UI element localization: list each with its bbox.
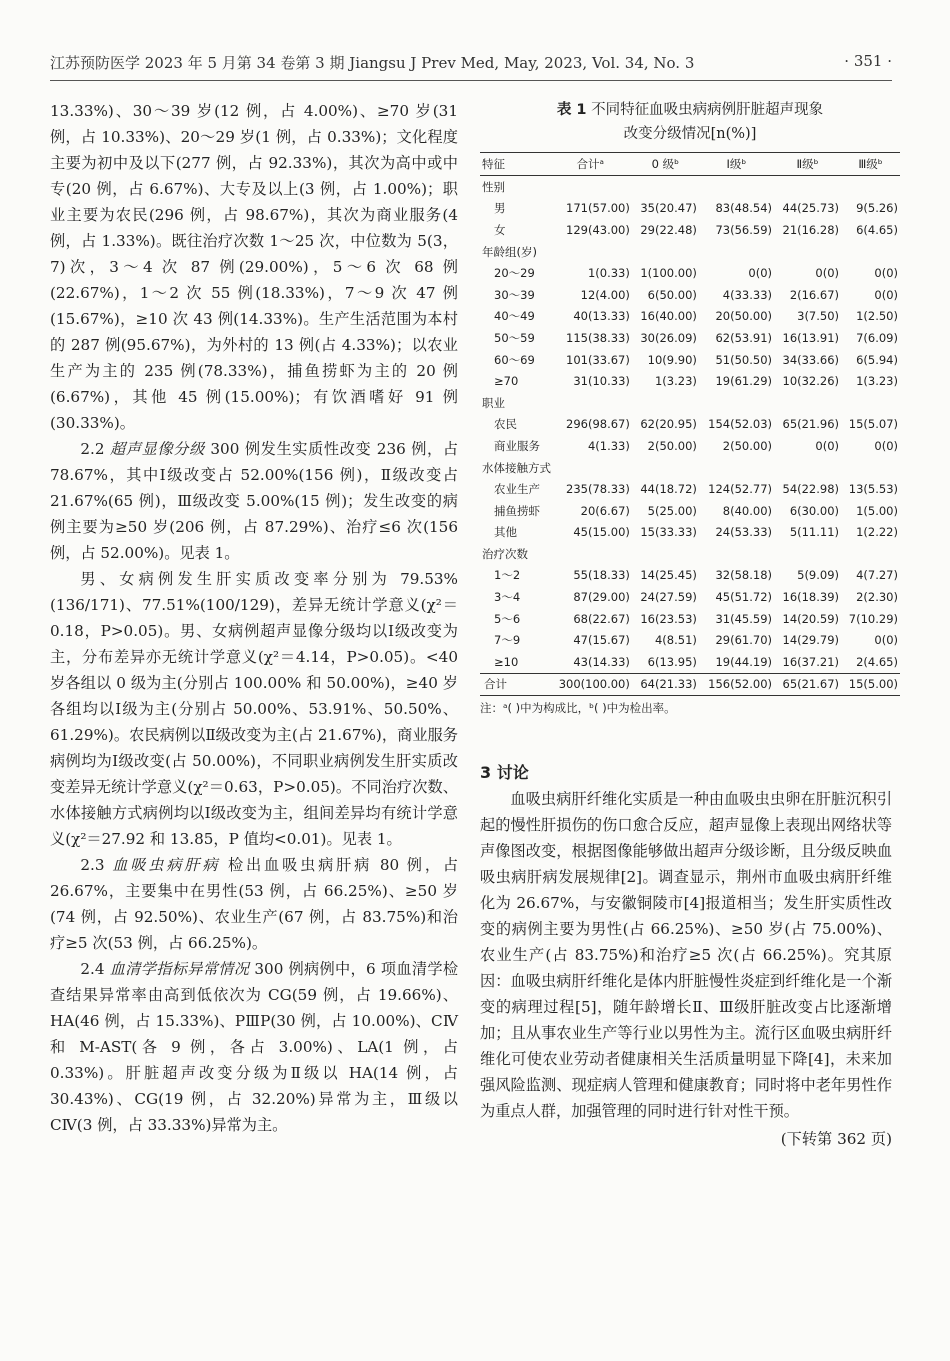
table-cell: 83(48.54) <box>715 201 773 216</box>
journal-info: 江苏预防医学 2023 年 5 月第 34 卷第 3 期 Jiangsu J Prev Med, May, 2023, Vol. 34, No. 3 <box>50 54 695 72</box>
table-row <box>480 500 900 522</box>
table-cell: 2(16.67) <box>789 287 840 302</box>
total-cell: 300(100.00) <box>549 673 632 696</box>
data-table <box>480 152 900 696</box>
table-row <box>480 629 900 651</box>
table-cell: 101(33.67) <box>566 352 630 367</box>
discussion-heading: 3 讨论 <box>480 763 529 782</box>
table-cell: 15(5.07) <box>848 417 898 432</box>
table-cell: 31(45.59) <box>715 611 773 626</box>
header-cell: 0 级ᵇ <box>632 153 699 176</box>
table-cell: 0(0) <box>874 438 898 453</box>
table-cell: 1(2.22) <box>856 525 898 540</box>
section-title: 血吸虫病肝病 <box>112 856 221 874</box>
table-cell: 47(15.67) <box>573 633 630 648</box>
table-cell: 19(61.29) <box>715 374 773 389</box>
table-cell: 10(9.90) <box>647 352 697 367</box>
table-cell: 2(50.00) <box>722 438 773 453</box>
table-cell: 20(50.00) <box>715 309 773 324</box>
table-note: 注：ᵃ( )中为构成比，ᵇ( )中为检出率。 <box>480 701 676 716</box>
continued-note: (下转第 362 页) <box>780 1130 892 1148</box>
table-cell: 0(0) <box>874 287 898 302</box>
table-row <box>480 349 900 371</box>
table-cell: 14(20.59) <box>782 611 840 626</box>
table-cell: 5(11.11) <box>789 525 840 540</box>
section-text: 300 例病例中，6 项血清学检查结果异常率由高到低依次为 CG(59 例，占 19.66%)、HA(46 例，占 15.33%)、PⅢP(30 例，占 10.00%)、CⅣ和 M-AST(各 9 例，各占 3.00%)、LA(1 例，占 0.33%)。肝脏超声改变分级为Ⅱ级以 HA(14 例，占 30.43%)、CG(19 例，占 32.20%)异常为主，Ⅲ级以 CⅣ(3 例，占 33.33%)异常为主。 <box>50 960 459 1134</box>
total-cell: 65(21.67) <box>774 673 841 696</box>
discussion-section <box>480 760 892 1152</box>
section-text: 检出血吸虫病肝病 80 例，占 26.67%，主要集中在男性(53 例，占 66.25%)、≥50 岁(74 例，占 92.50%)、农业生产(67 例，占 83.75%)和治疗≥5 次(53 例，占 66.25%)。 <box>50 856 459 952</box>
discussion-paragraph: 血吸虫病肝纤维化实质是一种由血吸虫虫卵在肝脏沉积引起的慢性肝损伤的伤口愈合反应，超声显像上表现出网络状等声像图改变，根据图像能够做出超声分级诊断，且分级反映血吸虫病肝病发展规律[2]。调查显示，荆州市血吸虫病肝纤维化为 26.67%，与安徽铜陵市[4]报道相当；发生肝实质性改变的病例主要为男性(占 66.25%)、≥50 岁(占 75.00%)、农业生产(占 83.75%)和治疗≥5 次(占 66.25%)。究其原因：血吸虫病肝纤维化是体内肝脏慢性炎症到纤维化是一个渐变的病理过程[5]，随年龄增长Ⅱ、Ⅲ级肝脏改变占比逐渐增加；且从事农业生产等行业以男性为主。流行区血吸虫病肝纤维化可使农业劳动者健康相关生活质量明显下降[4]，未来加强风险监测、现症病人管理和健康教育；同时将中老年男性作为重点人群，加强管理的同时进行针对性干预。 <box>480 790 892 1120</box>
table-cell: 115(38.33) <box>566 330 630 345</box>
table-row <box>480 262 900 284</box>
table-cell: 10(32.26) <box>782 374 840 389</box>
page-number: · 351 · <box>844 52 892 70</box>
table-cell: 6(4.65) <box>856 222 898 237</box>
table-cell: 15(33.33) <box>640 525 697 540</box>
table-cell: 19(44.19) <box>715 654 773 669</box>
group-row <box>480 176 900 198</box>
table-cell: 7(6.09) <box>856 330 898 345</box>
table-cell: 65(21.96) <box>782 417 840 432</box>
table-cell: 43(14.33) <box>573 654 630 669</box>
row-label: 商业服务 <box>494 438 540 453</box>
table-cell: 12(4.00) <box>580 287 630 302</box>
table-row <box>480 565 900 587</box>
table-cell: 1(5.00) <box>856 503 898 518</box>
row-label: 其他 <box>494 525 517 540</box>
total-cell: 15(5.00) <box>841 673 900 696</box>
row-label: 男 <box>494 201 506 216</box>
table-cell: 16(18.39) <box>782 590 840 605</box>
table-row <box>480 327 900 349</box>
row-label: 1～2 <box>494 568 521 583</box>
header-cell: 合计ᵃ <box>549 153 632 176</box>
table-cell: 30(26.09) <box>640 330 697 345</box>
table-cell: 154(52.03) <box>708 417 773 432</box>
table-cell: 44(25.73) <box>782 201 840 216</box>
table-cell: 8(40.00) <box>722 503 773 518</box>
table-cell: 62(53.91) <box>715 330 773 345</box>
page-header <box>50 52 892 78</box>
table-cell: 54(22.98) <box>782 482 840 497</box>
table-cell: 0(0) <box>748 266 773 281</box>
table-cell: 16(40.00) <box>640 309 697 324</box>
table-cell: 16(23.53) <box>640 611 697 626</box>
table-cell: 4(7.27) <box>856 568 898 583</box>
table-cell: 21(16.28) <box>782 222 840 237</box>
table-header-row <box>480 153 900 176</box>
table-cell: 1(100.00) <box>640 266 697 281</box>
table-cell: 0(0) <box>815 266 840 281</box>
table-cell: 5(9.09) <box>797 568 840 583</box>
table-cell: 0(0) <box>815 438 840 453</box>
section-number: 2.4 <box>80 960 105 978</box>
total-cell: 64(21.33) <box>632 673 699 696</box>
table-cell: 68(22.67) <box>573 611 630 626</box>
table-row <box>480 414 900 436</box>
table-row <box>480 478 900 500</box>
table-cell: 1(2.50) <box>856 309 898 324</box>
row-label: 7～9 <box>494 633 521 648</box>
header-rule <box>50 80 892 81</box>
header-cell: Ⅲ级ᵇ <box>841 153 900 176</box>
header-cell: Ⅰ级ᵇ <box>699 153 774 176</box>
table-cell: 73(56.59) <box>715 222 773 237</box>
table-cell: 20(6.67) <box>580 503 630 518</box>
row-label: 5～6 <box>494 611 521 626</box>
table-cell: 2(2.30) <box>856 590 898 605</box>
table-cell: 1(3.23) <box>654 374 697 389</box>
section-number: 2.2 <box>80 440 105 458</box>
table-cell: 7(10.29) <box>848 611 898 626</box>
section-2-3 <box>50 852 458 956</box>
table-cell: 16(37.21) <box>782 654 840 669</box>
table-cell: 6(50.00) <box>647 287 697 302</box>
section-text: 300 例发生实质性改变 236 例，占 78.67%，其中Ⅰ级改变占 52.00%(156 例)，Ⅱ级改变占 21.67%(65 例)，Ⅲ级改变 5.00%(15 例)；发生改变的病例主要为≥50 岁(206 例，占 87.29%)、治疗≤6 次(156 例，占 52.00%)。见表 1。 <box>50 440 459 562</box>
table-cell: 24(27.59) <box>640 590 697 605</box>
table-cell: 40(13.33) <box>573 309 630 324</box>
row-label: 3～4 <box>494 590 521 605</box>
table-cell: 2(4.65) <box>856 654 898 669</box>
table-label: 表 1 <box>556 102 587 118</box>
row-label: 30～39 <box>494 287 535 302</box>
table-cell: 6(30.00) <box>789 503 840 518</box>
section-title: 血清学指标异常情况 <box>109 960 250 978</box>
table-cell: 55(18.33) <box>573 568 630 583</box>
table-cell: 34(33.66) <box>782 352 840 367</box>
table-cell: 44(18.72) <box>640 482 697 497</box>
table-cell: 2(50.00) <box>647 438 697 453</box>
table-row <box>480 522 900 544</box>
table-row <box>480 198 900 220</box>
table-cell: 87(29.00) <box>573 590 630 605</box>
row-label: 60～69 <box>494 352 535 367</box>
table-row <box>480 306 900 328</box>
table-body <box>480 176 900 696</box>
table-cell: 6(5.94) <box>856 352 898 367</box>
left-column <box>50 98 458 1138</box>
table-cell: 4(33.33) <box>722 287 773 302</box>
table-cell: 124(52.77) <box>708 482 773 497</box>
table-cell: 1(3.23) <box>856 374 898 389</box>
table-row <box>480 651 900 673</box>
table-cell: 62(20.95) <box>640 417 697 432</box>
row-label: 女 <box>494 222 506 237</box>
section-2-4 <box>50 956 458 1138</box>
table-cell: 235(78.33) <box>566 482 630 497</box>
table-title-line1: 不同特征血吸虫病病例肝脏超声现象 <box>591 102 824 118</box>
table-cell: 171(57.00) <box>566 201 630 216</box>
header-cell: Ⅱ级ᵇ <box>774 153 841 176</box>
group-row <box>480 241 900 263</box>
group-label: 年龄组(岁) <box>482 244 537 259</box>
table-cell: 35(20.47) <box>640 201 697 216</box>
group-row <box>480 392 900 414</box>
row-label: ≥70 <box>494 374 519 389</box>
table-title-line2: 改变分级情况[n(%)] <box>623 126 757 142</box>
total-label: 合计 <box>480 673 549 696</box>
table-cell: 51(50.50) <box>715 352 773 367</box>
row-label: 捕鱼捞虾 <box>494 503 540 518</box>
total-row <box>480 673 900 696</box>
table-cell: 45(51.72) <box>715 590 773 605</box>
row-label: 20～29 <box>494 266 535 281</box>
table-cell: 29(22.48) <box>640 222 697 237</box>
group-label: 性别 <box>482 179 505 194</box>
table-row <box>480 370 900 392</box>
table-cell: 6(13.95) <box>647 654 697 669</box>
table-cell: 1(0.33) <box>587 266 630 281</box>
table-cell: 296(98.67) <box>566 417 630 432</box>
table-cell: 14(29.79) <box>782 633 840 648</box>
table-title <box>480 98 900 146</box>
row-label: ≥10 <box>494 654 519 669</box>
table-cell: 0(0) <box>874 633 898 648</box>
table-row <box>480 435 900 457</box>
header-cell: 特征 <box>480 153 549 176</box>
table-cell: 24(53.33) <box>715 525 773 540</box>
demographics-paragraph: 13.33%)、30～39 岁(12 例，占 4.00%)、≥70 岁(31 例，占 10.33%)、20～29 岁(1 例，占 0.33%)；文化程度主要为初中及以下(277 例，占 92.33%)，其次为高中或中专(20 例，占 6.67%)、大专及以上(3 例，占 1.00%)；职业主要为农民(296 例，占 98.67%)，其次为商业服务(4 例，占 1.33%)。既往治疗次数 1～25 次，中位数为 5(3，7)次，3～4 次 87 例(29.00%)，5～6 次 68 例(22.67%)，1～2 次 55 例(18.33%)，7～9 次 47 例(15.67%)，≥10 次 43 例(14.33%)。生产生活范围为本村的 287 例(95.67%)，为外村的 13 例(占 4.33%)；以农业生产为主的 235 例(78.33%)，捕鱼捞虾为主的 20 例(6.67%)，其他 45 例(15.00%)；有饮酒嗜好 91 例(30.33%)。 <box>50 102 458 432</box>
table-cell: 31(10.33) <box>573 374 630 389</box>
table-row <box>480 219 900 241</box>
section-title: 超声显像分级 <box>110 440 205 458</box>
table-cell: 4(8.51) <box>654 633 697 648</box>
row-label: 40～49 <box>494 309 535 324</box>
table-cell: 45(15.00) <box>573 525 630 540</box>
table-block <box>480 98 900 716</box>
table-cell: 13(5.53) <box>848 482 898 497</box>
group-label: 职业 <box>482 395 505 410</box>
section-2-2 <box>50 436 458 566</box>
table-cell: 3(7.50) <box>797 309 840 324</box>
table-cell: 5(25.00) <box>647 503 697 518</box>
table-row <box>480 586 900 608</box>
table-cell: 129(43.00) <box>566 222 630 237</box>
table-row <box>480 284 900 306</box>
table-cell: 4(1.33) <box>587 438 630 453</box>
group-label: 水体接触方式 <box>482 460 551 475</box>
row-label: 农业生产 <box>494 482 540 497</box>
table-cell: 32(58.18) <box>715 568 773 583</box>
table-row <box>480 608 900 630</box>
gender-age-paragraph: 男、女病例发生肝实质改变率分别为 79.53%(136/171)、77.51%(100/129)，差异无统计学意义(χ²＝0.18，P>0.05)。男、女病例超声显像分级均以Ⅰ级改变为主，分布差异亦无统计学意义(χ²＝4.14，P>0.05)。<40 岁各组以 0 级为主(分别占 100.00% 和 50.00%)，≥40 岁各组均以Ⅰ级为主(分别占 50.00%、53.91%、50.50%、61.29%)。农民病例以Ⅱ级改变为主(占 21.67%)，商业服务病例均为Ⅰ级改变(占 50.00%)，不同职业病例发生肝实质改变差异无统计学意义(χ²＝0.63，P>0.05)。不同治疗次数、水体接触方式病例均以Ⅰ级改变为主，组间差异均有统计学意义(χ²＝27.92 和 13.85，P 值均<0.01)。见表 1。 <box>50 570 458 848</box>
table-cell: 16(13.91) <box>782 330 840 345</box>
group-row <box>480 457 900 479</box>
group-label: 治疗次数 <box>482 546 528 561</box>
total-cell: 156(52.00) <box>699 673 774 696</box>
group-row <box>480 543 900 565</box>
table-cell: 29(61.70) <box>715 633 773 648</box>
row-label: 50～59 <box>494 330 535 345</box>
table-cell: 14(25.45) <box>640 568 697 583</box>
table-cell: 0(0) <box>874 266 898 281</box>
row-label: 农民 <box>494 417 517 432</box>
table-cell: 9(5.26) <box>856 201 898 216</box>
section-number: 2.3 <box>80 856 105 874</box>
